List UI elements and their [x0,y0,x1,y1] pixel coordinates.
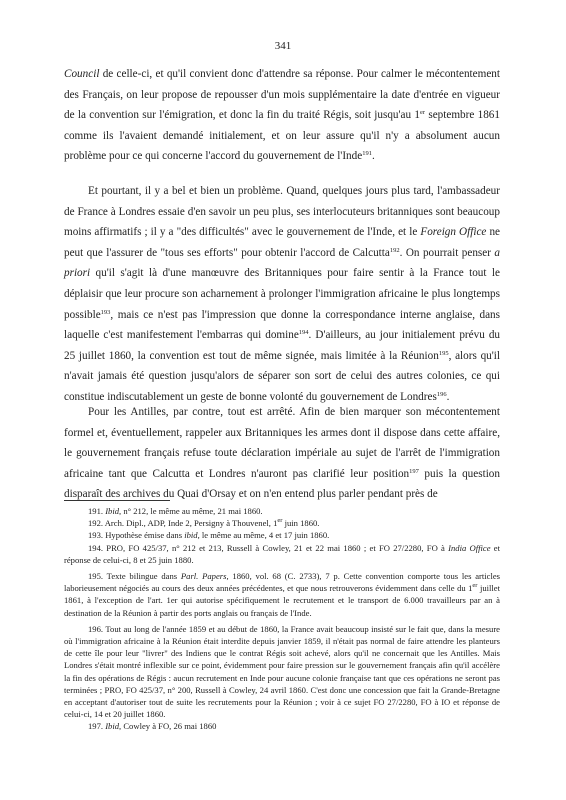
text-run: et réponse de celui-ci, 8 et 25 juin 1880. [64,542,500,565]
paragraph-2 [64,181,500,408]
page-number: 341 [274,40,292,52]
text-run: 197. [88,721,106,732]
text-run: 192. Arch. Dipl., ADP, Inde 2, Persigny à Thouvenel, 1 [88,518,278,529]
text-run: , alors qu'il n'avait jamais été question jusqu'alors de séparer son sort de celui des autres colonies, ce qui constitue indiscutablement un geste de bonne volonté du gouvernement de Londres [64,349,500,403]
text-run: 194. PRO, FO 425/37, n° 212 et 213, Russell à Cowley, 21 et 22 mai 1860 ; et FO 27/2280, FO à [88,542,449,553]
text-run: ne peut que l'assurer de "tous ses efforts" pour obtenir l'accord de Calcutta [64,226,501,259]
footnote-ref-197: 197 [409,467,419,475]
text-run: , 1860, vol. 68 (C. 2733), 7 p. Cette convention comporte tous les articles laborieusement négociés au cours des deux années précédentes, et que nous retrouverons évidemment dans celle du 1 [64,571,501,594]
footnote-separator [64,500,170,501]
superscript: er [472,582,478,590]
footnote-191 [64,505,500,517]
paragraph-1 [64,64,500,167]
footnote-195 [64,570,500,619]
footnote-ref-192: 192 [389,246,400,254]
italic-text: a priori [64,246,500,280]
text-run: 193. Hypothèse émise dans [88,530,185,541]
superscript: er [277,517,283,525]
footnote-194 [64,542,500,566]
footnote-196: 196. Tout au long de l'année 1859 et au début de 1860, la France avait beaucoup insisté sur le fait que, dans la mesure où l'immigration africaine à la Réunion était interdite depuis janvier 1859, il n'était pas normal de faire attendre les planteurs de cette île pour leur "livrer" des Indiens que le contrat Régis soit achevé, alors qu'il ne concernait que les Antilles. Mais Londres s'était montré inflexible sur ce point, évidemment pour faire pression sur le gouvernement français afin qu'il accélère la fin des opérations de Régis : aucun recrutement en Inde pour aucune colonie française tant que ces opérations ne seront pas terminées ; PRO, FO 425/37, n° 200, Russell à Cowley, 24 avril 1860. C'est donc une concession que fait la Grande-Bretagne en acceptant d'autoriser tout de suite les recrutements pour la Réunion ; voir à ce sujet FO 27/2280, FO à IO et réponse de celui-ci, 14 et 20 juillet 1860. [64,623,500,720]
paragraph-1-text [64,64,500,167]
italic-text: Ibid [105,506,120,516]
footnote-193 [64,529,500,541]
paragraph-2-text [64,181,500,408]
text-run: puis la question disparaît des archives du Quai d'Orsay et on n'en entend plus parler pendant près de [64,467,500,501]
text-run: 191. [88,506,106,516]
footnote-192 [64,517,500,529]
footnote-ref-194: 194 [298,329,309,337]
text-run: de celle-ci, et qu'il convient donc d'attendre sa réponse. Pour calmer le mécontentement des Français, on leur propose de repousser d'un mois supplémentaire la date d'entrée en vigueur de la convention sur l'émigration, et donc la fin du traité Régis, soit jusqu'au 1 [64,68,500,122]
text-run: 195. Texte bilingue dans [88,571,181,582]
italic-text: Parl. Papers [180,571,227,582]
text-run: septembre 1861 comme ils l'avaient demandé initialement, et on leur assure qu'il n'y a absolument aucun problème pour ce qui concerne l'accord du gouvernement de l'Inde [64,109,500,163]
text-run: . [446,390,450,403]
text-run: juin 1860. [282,518,320,529]
italic-text: Council [64,68,100,80]
text-run: , le même au même, 4 et 17 juin 1860. [197,530,330,541]
text-run: , Cowley à FO, 26 mai 1860 [119,721,217,732]
superscript: er [419,109,426,117]
italic-text: ibid [184,530,198,541]
text-run: qu'il s'agit là d'une manœuvre des Britanniques pour faire sentir à la France tout le déplaisir que leur procure son acharnement à prolonger l'immigration africaine le plus longtemps possible [64,267,500,321]
text-run: juillet 1861, à l'exception de l'art. 1er qui autorise spécifiquement le recrutement et le transport de 6.000 travailleurs par an à destination de la Réunion à partir des ports anglais ou français de l'Inde. [64,583,500,618]
paragraph-3 [64,402,500,505]
footnote-ref-196: 196 [436,390,447,398]
footnote-197 [64,720,500,732]
text-run: Pour les Antilles, par contre, tout est arrêté. Afin de bien marquer son mécontentement formel et, éventuellement, rappeler aux Britanniques les armes dont il dispose dans cette affaire, le gouvernement français refuse toute déclaration impériale au sujet de l'arrêt de l'immigration africaine tant que Calcutta et Londres n'auront pas clarifié leur position [64,406,500,480]
footnote-ref-193: 193 [100,308,111,316]
italic-text: India Office [448,542,491,553]
italic-text: Ibid [105,721,120,732]
text-run: , mais ce n'est pas l'impression que donne la correspondance interne anglaise, dans laquelle c'est manifestement l'embarras qui domine [64,308,500,342]
italic-text: Foreign Office [420,226,487,239]
text-run: , n° 212, le même au même, 21 mai 1860. [119,506,263,516]
paragraph-3-text [64,402,500,505]
footnote-ref-191: 191 [362,150,372,158]
text-run: . D'ailleurs, au jour initialement prévu du 25 juillet 1860, la convention est tout de même signée, mais limitée à la Réunion [64,329,501,362]
text-run: . On pourrait penser [399,246,495,259]
footnote-ref-195: 195 [438,349,449,357]
footnotes [64,505,500,733]
text-run: Et pourtant, il y a bel et bien un problème. Quand, quelques jours plus tard, l'ambassadeur de France à Londres essaie d'en savoir un peu plus, ses interlocuteurs britanniques sont beaucoup moins affirmatifs ; il y a "des difficultés" avec le gouvernement de l'Inde, et le [64,185,500,239]
text-run: . [371,150,375,163]
